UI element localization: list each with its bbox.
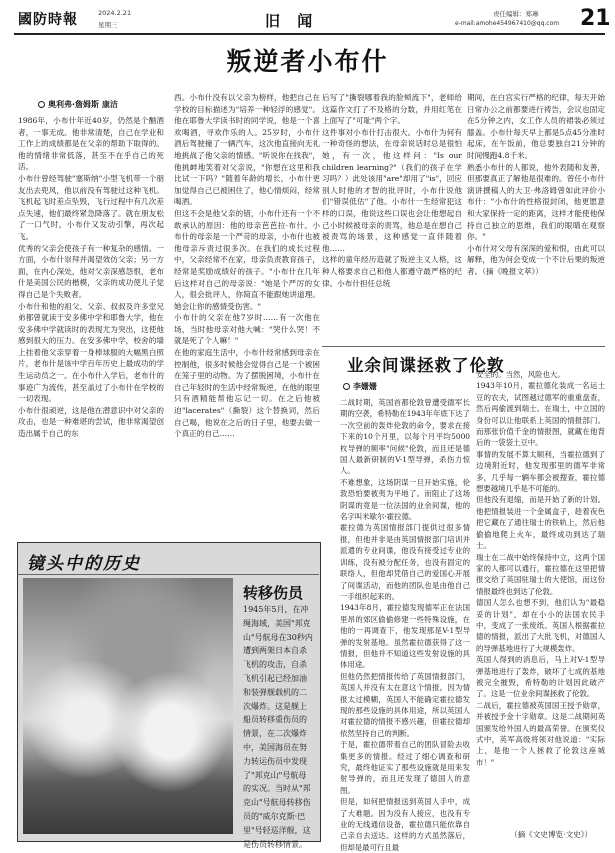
second-byline bbox=[343, 381, 377, 392]
photo-caption: 1945年5月，在冲绳海域，美国"邦克山"号航母在30秒内遭到两架日本自杀飞机的攻击，自杀飞机引起已经加油和装弹舰载机的二次爆炸。这是舰上船员转移重伤员的情景，在二次爆炸中，美国海员在努力转运伤员中发现了"邦克山"号航母的实况。当时从"邦克山"号航母转移伤员的"威尔克斯·巴里"号轻巡洋舰，这是伤员转移情景。 bbox=[243, 605, 313, 849]
second-source: （摘《文史博览·文史》） bbox=[510, 830, 593, 839]
section-title: 旧 闻 bbox=[265, 12, 319, 30]
article-column-4: 期间，在白宫实行严格的纪律，每天开始日常办公之前都要进行祷告，会议也固定在5分钟之内，女工作人员的裙装必须过膝盖。小布什每天早上都是5点45分准时起床，在午饭前，他总要独自21分钟的时间慢跑4.8千米。 熟悉小布什的人都说，他外表随和友善，但那要真正了解他是很难的。曾任小布什演讲撰稿人的大卫·弗洛姆曾如此评价小布什："小布什的性格很封闭，他更愿意和大家保持一定的距离，这样才能使他保持自己独立的思维，我们的眼睛在观察你。" 小布什对父母有深深的爱和恨，由此可以解释，他为何会变成一个不计后果的叛逆者。（摘《晚报文萃》） bbox=[467, 93, 605, 276]
header-rule bbox=[14, 33, 605, 35]
page-number: 21 bbox=[580, 6, 611, 31]
editor-credit: 责任编辑：郑琳 bbox=[493, 10, 539, 18]
byline-text: 李姗姗 bbox=[353, 382, 377, 391]
article-column-3: 后写了"撕裂哪着我的脸颊流下"，老师给这篇作文打了不及格的分数，并用红笔在上面写了"可耻"两个字。 这件事对小布什打击很大。小布什为何有一种奇怪的想法，在母亲说话时总是很怕她，有一次，他这样问："Is our children learning?"（我们的孩子在学习吗？）此处该用"are"却用了"is"，回应别人时他的才智的批评时，小布什说他们"错误低估"了他。小布什一生经常犯这样的口误，他说这些口误也会让他想起自己小时候被母亲的责骂，他总是在想自己被责骂的场景，这种感觉一直伴随着他…… 这样的童年经历造就了叛逆主义人格，这种人格要求自己和他人都遵守最严格的纪律。小布什担任总统 bbox=[322, 93, 462, 288]
article-column-2: 西。小布什没有以父亲为榜样，他把自己在学校的目标描述为"培养一种轻浮的感觉"。他在耶鲁大学读书时的同学说，他是一个喜欢喝酒，寻欢作乐的人。25岁时，小布什酒后驾驶撞了一辆汽车，这次他直接向无礼地挑战了他父亲的情感。"听说你在找我"，他挑衅地笑着对父亲说，"你想在这里和我比试一下吗？"随着年龄的增长，小布什更加觉得自己已被困住了，他心情烦闷，经常喝酒。 但这不会是他父亲的错，小布什还有一个不敢承认的原因：他的母亲芭芭拉·布什。小布什的母亲是一个严苛的母亲，小布什也被他母亲斥责过很多次。在我们的成长过程中，父亲经常不在家，母亲负责教育孩子，经常是奖励成绩好的孩子。"小布什在几年后这样对自己的母亲说："她是个严厉的女人，很会批评人，你简直不能跟她讲道理。她会让你的感情受伤害。" 小布什的父亲在他7岁时……有一次他在场，当时他母亲对他大喊："哭什么哭！不就是死了个人嘛！" 在他的家庭生活中，小布什经常感到母亲在控制他，很多时候他会觉得自己是一个被困在笼子里的动物。为了摆脱困境，小布什在自己年轻时的生活中经常叛逆，在他的眼里只有酒精能帮他忘记一切。在之后他被迫"lacerates"（撕裂）这个替换词，然后自己喝，他说在之后的日子里，他要去做一个真正的自己…… bbox=[174, 93, 320, 439]
byline-text: 奥利弗·詹姆斯 康洁 bbox=[48, 100, 118, 109]
photo-title: 转移伤员 bbox=[243, 584, 304, 602]
second-column-2: 安全的。当然，风险也大。 1943年10月，霍拉德化装成一名运土豆的农夫，试图越过德军的重重盘查，然后再偷渡到瑞士。在瑞士，中立国的身份可以让他联系上英国的情报部门。而那张价值千金的情报图，就藏在他背后的一袋袋土豆中。 事情的发展不算太顺利，当霍拉德到了边境附近时，他发现那里的德军非常多，几乎每一辆车都会被搜查，霍拉德想要越境几乎是不可能的。 但他没有退缩，而是开始了新的计划。他把情报装进一个金属盒子，趁着夜色把它藏在了通往瑞士的铁轨上，然后他偷偷地爬上火车，最终成功到达了瑞士。 瑞士在二战中始终保持中立，这两个国家的人都可以通行，霍拉德在这里把情报交给了英国驻瑞士的大使馆，而这份情报最终也到达了伦敦。 德国人怎么也想不到，他们认为"最稳妥的计划"，却在小小的法国农民手中，变成了一张废纸。英国人根据霍拉德的情报，派出了大批飞机，对德国人的导弹基地进行了大规模轰炸。 英国人得到的消息后，马上对V-1型导弹基地进行了轰炸，破坏了七成的基地被完全摧毁，希特勒的计划因此破产了。这是一位业余间谍拯救了伦敦。 二战后，霍拉德被英国国王授予勋章，并被授予金十字勋章。这是二战期间英国颁发给外国人的最高荣誉。在颁奖仪式中，英军高级将领对他说道："实际上，是他一个人拯救了伦敦这座城市！" bbox=[476, 370, 605, 767]
second-column-1: 二战时期，英国首都伦敦曾遭受德军长期的空袭，希特勒在1943年年底下达了一次空前的轰炸伦敦的命令，要求在接下来的10个月里，以每个月平均5000枚导弹的频率"问候"伦敦，而且还是德国人最新研制的V-1型导弹，杀伤力惊人。 不难想象，这场阴谋一旦开始实施，伦敦恐怕要被夷为平地了。而阻止了这场阴谋的竟是一位法国的业余间谍，他的名字叫米歇尔·霍拉德。 霍拉德为英国情报部门提供过很多情报，但他并非是由英国情报部门培训并派遣的专业间谍，他没有接受过专业的训练，没有被分配任务，也没有固定的联络人，但他却凭借自己的爱国心开展了间谍活动，而他的团队也是由他自己一手组织起来的。 1943年8月，霍拉德发现德军正在法国里昂的郊区偷偷修建一些特殊设施，在他的一再调查下，他发现那是V-1型导弹的发射基地。虽然霍拉德获得了这一情报，但他并不知道这些发射设施的具体用途。 但他仍然把情报传给了英国情报部门，英国人并没有太在意这个情报。因为情报太过模糊，英国人不能确定霍拉德发现的那些设施的具体用途，所以英国人对霍拉德的情报不感兴趣，但霍拉德却依然坚持自己的判断。 于是，霍拉德带着自己的团队冒险去收集更多的情报。经过了细心调查和研究，最终他证实了那些设施就是用来发射导弹的，而且还发现了德国人的意图。 但是，如何把情报送到英国人手中，成了大难题。因为没有人接应，也没有专业的无线通信设备，霍拉德只能依靠自己亲自去送达。这样的方式虽然落后，但却是最可行且最 bbox=[340, 398, 470, 852]
article-byline bbox=[38, 99, 118, 110]
byline-icon bbox=[38, 101, 45, 108]
newspaper-logo: 國防時報 bbox=[18, 12, 78, 28]
history-title-rule bbox=[17, 574, 319, 575]
history-column-title: 镜头中的历史 bbox=[27, 554, 141, 574]
byline-icon bbox=[343, 383, 350, 390]
article-headline: 叛逆者小布什 bbox=[226, 47, 389, 76]
wartime-photo bbox=[23, 578, 233, 834]
editor-email: e-mail:amohe454967410@qq.com bbox=[455, 20, 560, 27]
second-headline: 业余间谍拯救了伦敦 bbox=[347, 356, 505, 375]
issue-date: 2024.2.21 bbox=[98, 9, 132, 17]
issue-weekday: 星期三 bbox=[98, 21, 118, 29]
section-divider bbox=[322, 346, 605, 347]
article-column-1: 1986年，小布什年近40岁，仍然是个酗酒者，一事无成。他非常清楚，自己在学业和工作上的成绩都是在父亲的帮助下取得的。他的情绪非常低落，甚至不在乎自己的死活。 小布什曾经驾驶"塞斯纳"小型飞机带一个朋友出去兜风，他以前没有驾驶过这种飞机。飞机起飞时差点坠毁，飞行过程中有几次差点失速，他们最终紧急降落了。就在朋友松了一口气时，小布什又发动引擎，再次起飞。 优秀的父亲会使孩子有一种复杂的感情。一方面，小布什崇拜并渴望效仿父亲；另一方面，在内心深处，他对父亲深感怨恨，老布什是美国公民的楷模，父亲的成功使儿子觉得自己是个失败者。 小布什和他的祖父、父亲、叔叔及许多堂兄弟都曾就读于安多佛中学和耶鲁大学，他在安多佛中学就读时的表现尤为突出，这使他感到很大的压力。在安多佛中学，校舍的墙上挂着他父亲穿着一身棒球服的大幅黑白照片，老布什是该中学百年历史上最成功的学生运动员之一。在小布什入学后，老布什的事迹广为流传，甚至盖过了小布什在学校的一切表现。 小布什很顽逆，这是他在潜意识中对父亲的攻击，也是一种难堪的尝试，他非常渴望创造出属于自己的东 bbox=[18, 116, 164, 439]
